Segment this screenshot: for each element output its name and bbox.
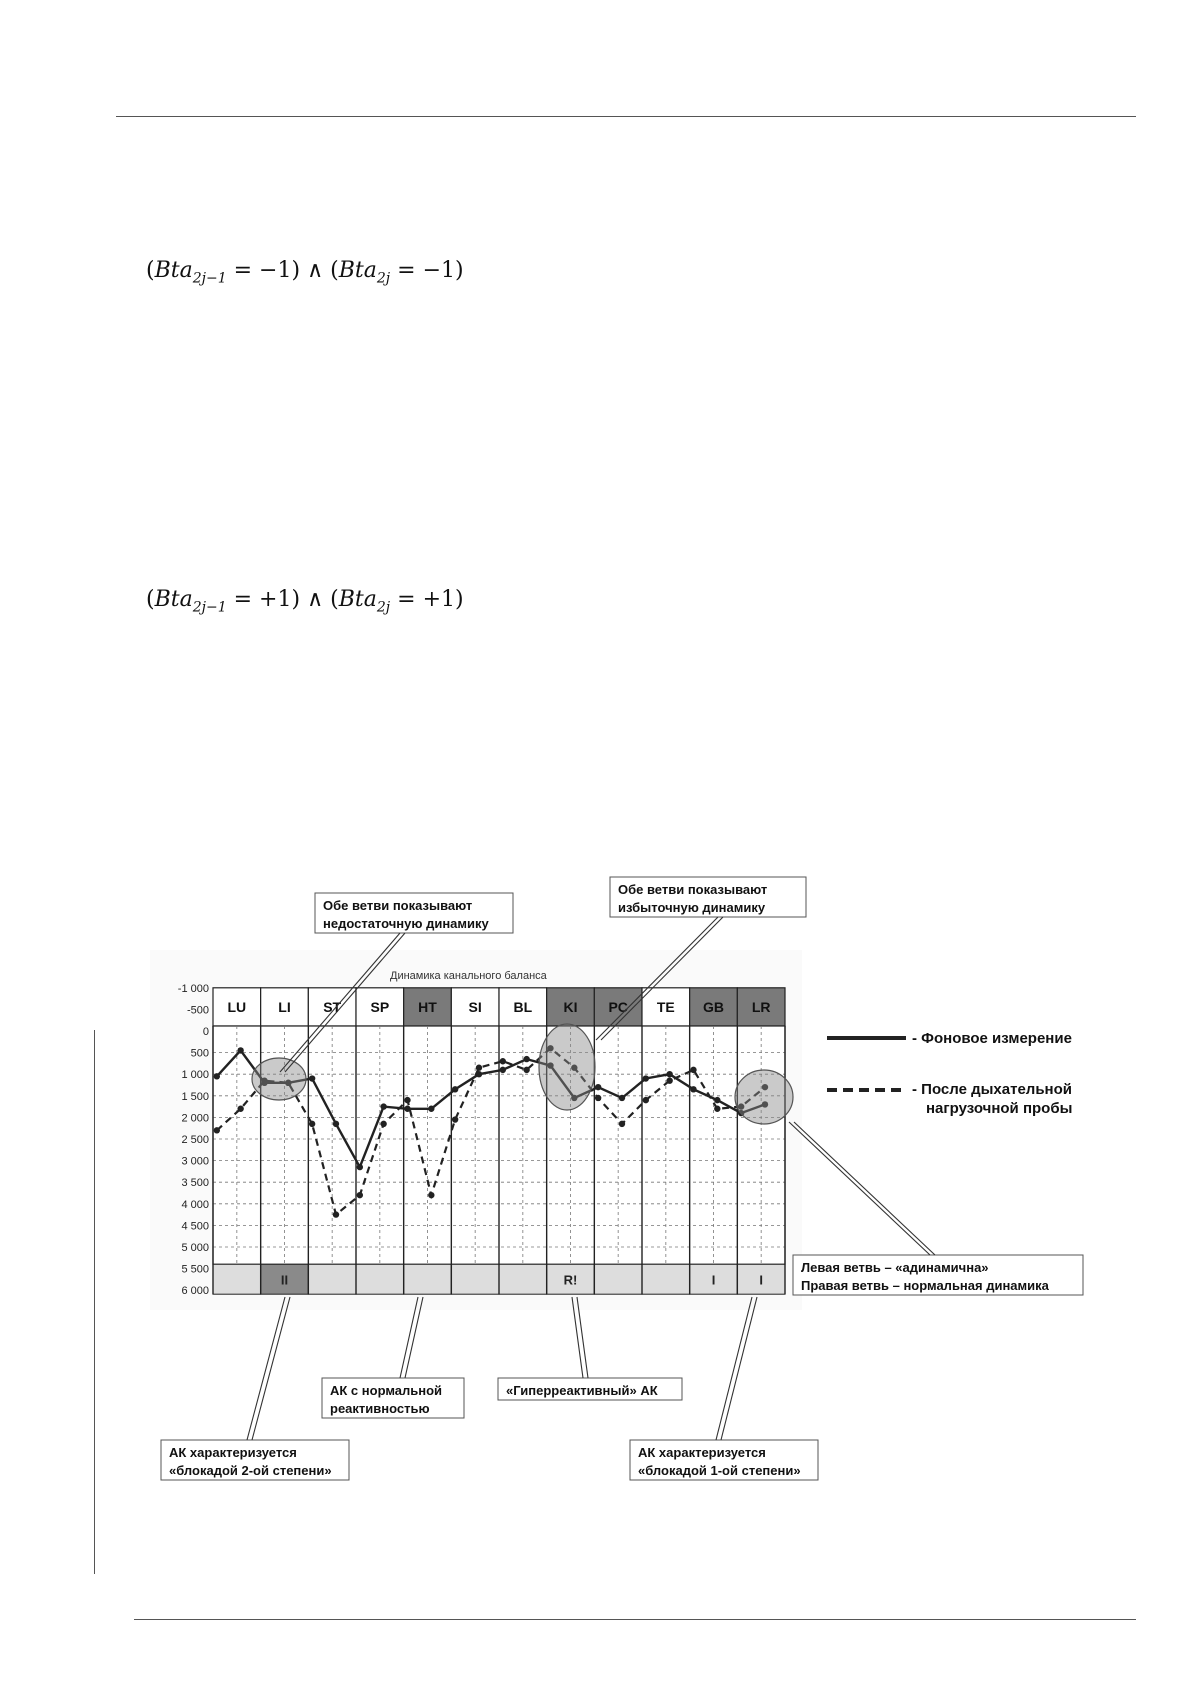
series-point-background [309,1075,315,1081]
series-point-background [500,1067,506,1073]
series-point-background [380,1103,386,1109]
series-point-after-test [619,1121,625,1127]
series-point-after-test [523,1067,529,1073]
channel-label-te: TE [656,998,675,1015]
series-point-after-test [333,1211,339,1217]
formula-lhs-value: = +1 [233,587,292,612]
reactivity-mark-lr: I [759,1272,763,1288]
callout-block1-text: «блокадой 1-ой степени» [638,1463,801,1478]
reactivity-mark-ki: R! [563,1272,578,1288]
channel-label-sp: SP [370,998,390,1015]
callout-left-adynamic-text: Правая ветвь – нормальная динамика [801,1278,1049,1293]
series-point-background [237,1047,243,1053]
callout-left-adynamic-leader [789,1122,930,1255]
formula-lhs-sub: 2j−1 [192,270,227,287]
formula-rhs-value: = +1 [397,587,455,612]
chart-background [150,950,802,1310]
channel-label-st: ST [323,998,342,1015]
series-point-after-test [404,1097,410,1103]
series-point-background [452,1086,458,1092]
channel-label-gb: GB [703,998,724,1015]
y-tick-label: 5 500 [181,1263,209,1276]
channel-label-ki: KI [563,998,578,1015]
callout-block1-leader [721,1297,757,1440]
reactivity-cell [356,1264,404,1294]
y-tick-label: 6 000 [181,1285,209,1298]
series-point-background [333,1121,339,1127]
formula-lhs-sub: 2j−1 [192,599,227,616]
y-tick-label: 0 [202,1026,209,1038]
series-point-background [619,1095,625,1101]
callout-both-insufficient-text: Обе ветви показывают [323,898,473,913]
legend-solid-label: - Фоновое измерение [912,1030,1072,1047]
callout-hyperreactive-text: «Гиперреактивный» АК [506,1383,658,1398]
reactivity-cell [594,1264,642,1294]
series-point-after-test [690,1067,696,1073]
reactivity-cell [642,1264,690,1294]
reactivity-cell [308,1264,356,1294]
reactivity-cell [499,1264,547,1294]
series-point-background [666,1071,672,1077]
highlight-li [252,1058,306,1100]
series-point-after-test [452,1116,458,1122]
channel-label-pc: PC [608,998,628,1015]
channel-label-lr: LR [751,998,771,1015]
callout-both-excessive-text: Обе ветви показывают [618,882,768,897]
reactivity-mark-gb: I [711,1272,716,1288]
reactivity-cell [213,1264,261,1294]
series-point-after-test [476,1065,482,1071]
callout-normal-reactivity-text: АК с нормальной [330,1383,443,1398]
callout-both-insufficient-text: недостаточную динамику [323,916,489,931]
series-point-after-test [643,1097,649,1103]
channel-label-li: LI [278,998,291,1015]
series-point-after-test [380,1121,386,1127]
series-point-after-test [595,1095,601,1101]
series-point-background [357,1164,363,1170]
y-tick-label: -1 000 [177,982,209,995]
callout-normal-reactivity-text: реактивностью [330,1401,430,1416]
y-tick-label: 500 [190,1047,209,1060]
y-tick-label: 3 500 [181,1177,209,1190]
callout-block2-leader [247,1297,285,1440]
series-point-background [595,1084,601,1090]
series-point-background [214,1073,220,1079]
series-point-after-test [214,1127,220,1133]
callout-left-adynamic-text: Левая ветвь – «адинамична» [801,1260,989,1275]
callout-block1-leader [716,1297,752,1440]
channel-label-ht: HT [418,998,437,1015]
y-tick-label: 2 500 [181,1134,209,1146]
formula-lhs-value: = −1 [233,258,292,283]
callout-both-excessive-text: избыточную динамику [618,900,766,915]
callout-left-adynamic-leader [794,1122,935,1255]
series-point-background [643,1075,649,1081]
y-tick-label: 2 000 [181,1112,209,1125]
series-point-background [523,1056,529,1062]
series-point-background [690,1086,696,1092]
series-point-after-test [500,1058,506,1064]
series-point-after-test [357,1192,363,1198]
formula-both-minus-one: (Bta$_{2j-1}$ = −1) ∧ (Bta$_{2j}$ = −1) [146,258,464,287]
y-tick-label: 4 000 [181,1198,209,1211]
formula-lhs-base: Bta [154,587,193,612]
formula-rhs-value: = −1 [397,258,455,283]
callout-block1-text: АК характеризуется [638,1445,766,1460]
formula-lhs-base: Bta [154,258,193,283]
reactivity-mark-li: II [280,1272,289,1288]
channel-label-si: SI [468,998,482,1015]
formula-rhs-base: Bta [338,258,377,283]
series-point-after-test [237,1106,243,1112]
chart-title: Динамика канального баланса [390,970,547,982]
legend-dashed-label-2: нагрузочной пробы [926,1100,1073,1117]
formula-and: ∧ [307,587,324,612]
reactivity-cell [404,1264,452,1294]
y-tick-label: 3 000 [181,1155,209,1168]
series-point-after-test [309,1121,315,1127]
y-tick-label: 4 500 [181,1220,209,1233]
series-point-after-test [428,1192,434,1198]
legend-dashed-label-1: - После дыхательной [912,1081,1072,1098]
series-point-after-test [714,1106,720,1112]
chart-legend [827,1030,1072,1117]
formula-rhs-sub: 2j [376,270,391,287]
y-tick-label: 1 000 [181,1069,209,1082]
y-tick-label: 5 000 [181,1242,209,1254]
formula-rhs-sub: 2j [376,599,391,616]
y-tick-label: -500 [186,1004,209,1017]
series-point-after-test [666,1077,672,1083]
reactivity-cell [451,1264,499,1294]
series-point-background [714,1097,720,1103]
channel-label-bl: BL [513,998,533,1015]
series-point-background [428,1106,434,1112]
callout-block2-text: АК характеризуется [169,1445,297,1460]
formula-and: ∧ [307,258,324,283]
callout-block2-leader [252,1297,290,1440]
highlight-ki [539,1024,595,1110]
y-tick-label: 1 500 [181,1090,209,1103]
formula-both-plus-one: (Bta$_{2j-1}$ = +1) ∧ (Bta$_{2j}$ = +1) [146,587,464,616]
callout-block2-text: «блокадой 2-ой степени» [169,1463,332,1478]
highlight-lr [735,1070,793,1124]
channel-label-lu: LU [227,998,247,1015]
formula-rhs-base: Bta [338,587,377,612]
